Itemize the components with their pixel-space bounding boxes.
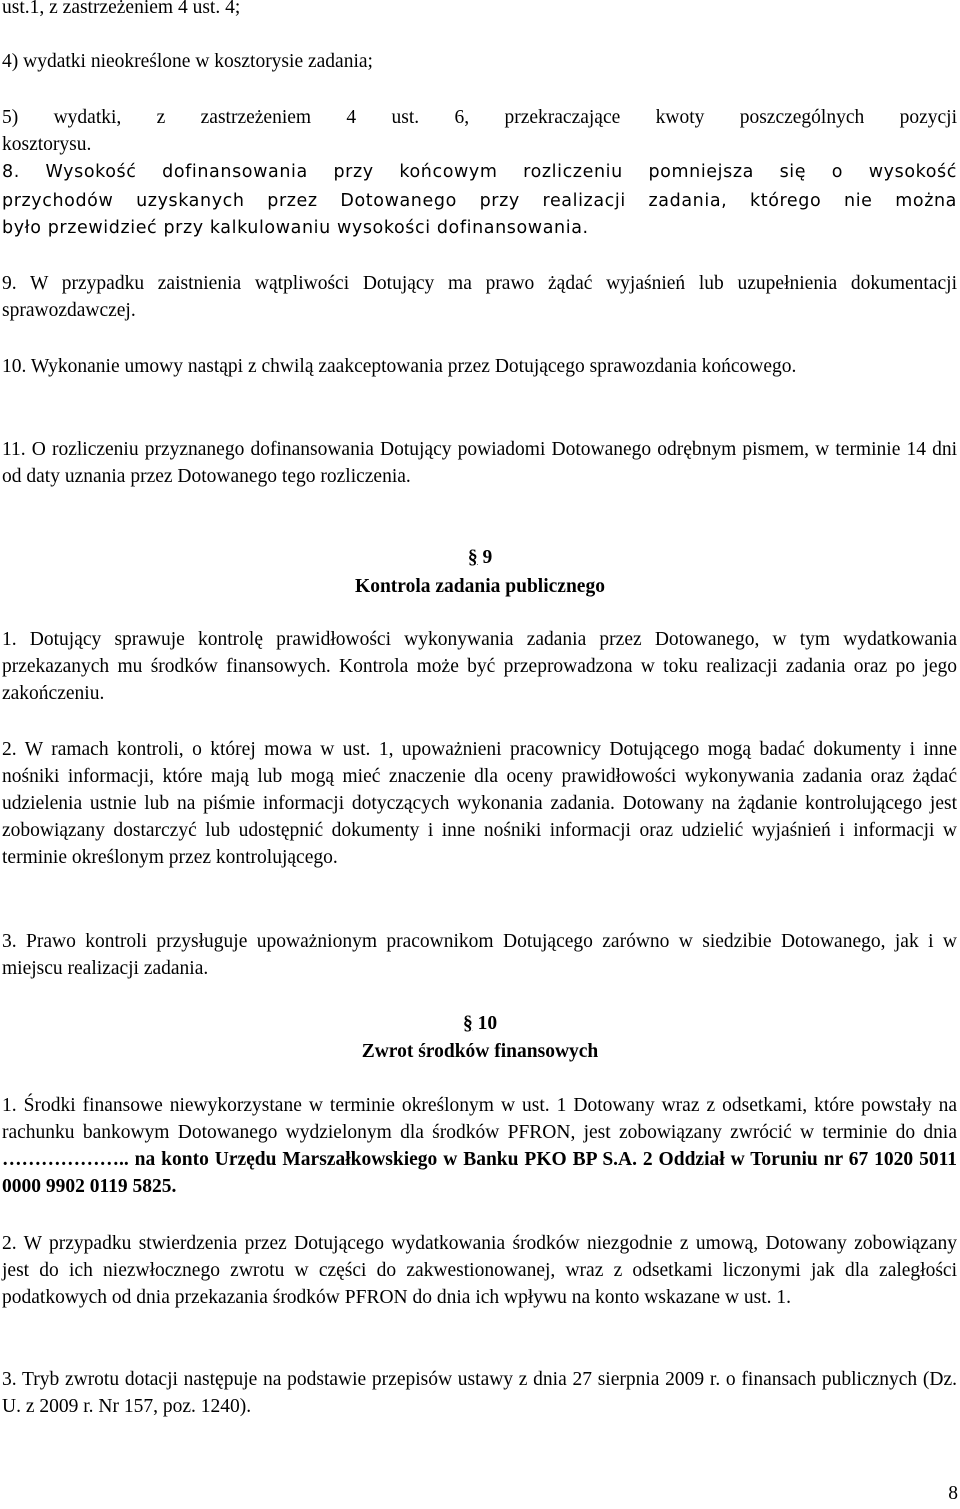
list-item-5-cont: kosztorysu. (2, 134, 92, 155)
section-sign: § (467, 547, 478, 568)
section-10-paragraph-2: 2. W przypadku stwierdzenia przez Dotującego wydatkowania środków niezgodnie z umową, Dotowany zobowiązany jest do ich niezwłocznego zwrotu w części do zakwestionowanej, wraz z odsetkami liczonymi jak dla zaległości podatkowych od dnia przekazania środków PFRON do dnia ich wpływu na konto wskazane w ust. 1. (2, 1233, 957, 1308)
section-9-paragraph-1: 1. Dotujący sprawuje kontrolę prawidłowości wykonywania zadania przez Dotowanego, w tym wydatkowania przekazanych mu środków finansowych. Kontrola może być przeprowadzona w toku realizacji zadania oraz po jego zakończeniu. (2, 629, 957, 704)
section-9-number: § 9 (467, 547, 493, 568)
bank-account-details: ……………….. na konto Urzędu Marszałkowskiego w Banku PKO BP S.A. 2 Oddział w Toruniu nr 67 1020 5011 0000 9902 0119 5825. (2, 1149, 957, 1197)
paragraph-8-line3: było przewidzieć przy kalkulowaniu wysokości dofinansowania. (2, 218, 589, 238)
section-9-paragraph-3: 3. Prawo kontroli przysługuje upoważnionym pracownikom Dotującego zarówno w siedzibie Dotowanego, jak i w miejscu realizacji zadania. (2, 931, 957, 979)
section-9-paragraph-2: 2. W ramach kontroli, o której mowa w ust. 1, upoważnieni pracownicy Dotującego mogą badać dokumenty i inne nośniki informacji, które mają lub mogą mieć znaczenie dla oceny prawidłowości wykonywania zadania oraz żądać udzielenia ustnie lub na piśmie informacji dotyczących wykonania zadania. Dotowany na żądanie kontrolującego jest zobowiązany dostarczyć lub udostępnić dokumenty i inne nośniki informacji oraz udzielić wyjaśnień i informacji w terminie określonym przez kontrolującego. (2, 739, 957, 868)
paragraph-11: 11. O rozliczeniu przyznanego dofinansowania Dotujący powiadomi Dotowanego odrębnym pismem, w terminie 14 dni od daty uznania przez Dotowanego tego rozliczenia. (2, 439, 957, 487)
section-9-title: Kontrola zadania publicznego (355, 576, 605, 597)
section-10-paragraph-1: 1. Środki finansowe niewykorzystane w terminie określonym w ust. 1 Dotowany wraz z odsetkami, które powstały na rachunku bankowym Dotowanego wydzielonym dla środków PFRON, jest zobowiązany zwrócić w terminie do dnia ……………….. na konto Urzędu Marszałkowskiego w Banku PKO BP S.A. 2 Oddział w Toruniu nr 67 1020 5011 0000 9902 0119 5825. (2, 1095, 957, 1197)
paragraph-8-line2: przychodów uzyskanych przez Dotowanego przy realizacji zadania, którego nie można (2, 191, 957, 211)
paragraph-8-line1: 8. Wysokość dofinansowania przy końcowym rozliczeniu pomniejsza się o wysokość (2, 162, 957, 182)
section-sign: § (462, 1013, 473, 1034)
list-item-5: 5) wydatki, z zastrzeżeniem 4 ust. 6, przekraczające kwoty poszczególnych pozycji (2, 107, 957, 128)
section-10-title: Zwrot środków finansowych (361, 1041, 599, 1062)
section-10-number: § 10 (462, 1013, 498, 1034)
paragraph-10: 10. Wykonanie umowy nastąpi z chwilą zaakceptowania przez Dotującego sprawozdania końcowego. (2, 356, 797, 377)
section-10-paragraph-3: 3. Tryb zwrotu dotacji następuje na podstawie przepisów ustawy z dnia 27 sierpnia 2009 r. o finansach publicznych (Dz. U. z 2009 r. Nr 157, poz. 1240). (2, 1369, 957, 1417)
paragraph-9: 9. W przypadku zaistnienia wątpliwości Dotujący ma prawo żądać wyjaśnień lub uzupełnienia dokumentacji sprawozdawczej. (2, 273, 957, 321)
list-item-4: 4) wydatki nieokreślone w kosztorysie zadania; (2, 51, 373, 72)
page-number: 8 (948, 1483, 958, 1504)
continuation-line: ust.1, z zastrzeżeniem 4 ust. 4; (2, 0, 241, 18)
